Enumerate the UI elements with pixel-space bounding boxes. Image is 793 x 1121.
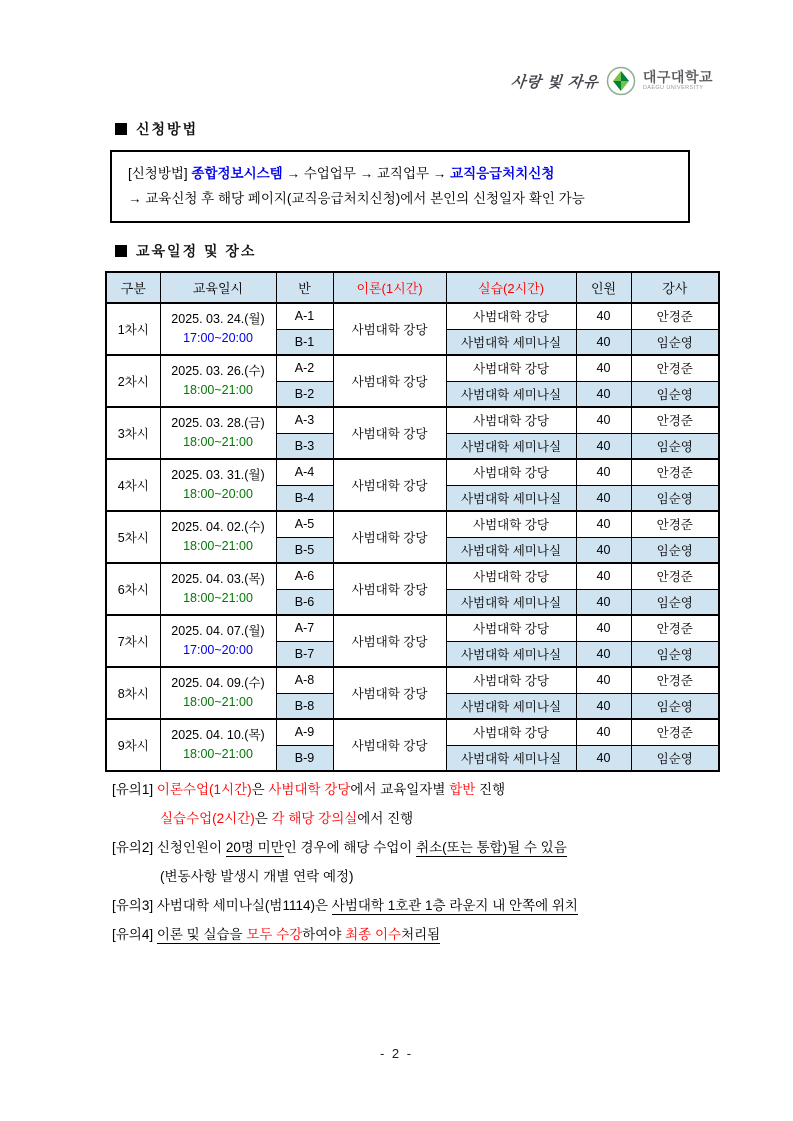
theory-location-cell: 사범대학 강당 [333, 459, 446, 511]
university-name [643, 70, 713, 92]
practice-a-location-cell: 사범대학 강당 [446, 407, 576, 433]
section-heading-schedule [115, 241, 256, 261]
text-segment: 에서 진행 [357, 811, 414, 826]
theory-location-cell: 사범대학 강당 [333, 667, 446, 719]
note-text [157, 775, 505, 804]
practice-a-location-cell: 사범대학 강당 [446, 459, 576, 485]
theory-location-cell: 사범대학 강당 [333, 355, 446, 407]
datetime-cell [160, 719, 276, 771]
instructor-a-cell: 안경준 [631, 667, 719, 693]
class-a-cell: A-8 [276, 667, 333, 693]
class-b-cell: B-1 [276, 329, 333, 355]
datetime-cell [160, 667, 276, 719]
practice-b-location-cell: 사범대학 세미나실 [446, 693, 576, 719]
session-cell: 6차시 [106, 563, 160, 615]
instructor-b-cell: 임순영 [631, 485, 719, 511]
class-a-cell: A-7 [276, 615, 333, 641]
instructor-b-cell: 임순영 [631, 537, 719, 563]
capacity-a-cell: 40 [576, 459, 631, 485]
practice-a-location-cell: 사범대학 강당 [446, 667, 576, 693]
page-number: - 2 - [379, 1046, 414, 1061]
table-row-a [106, 407, 719, 433]
practice-b-location-cell: 사범대학 세미나실 [446, 537, 576, 563]
capacity-a-cell: 40 [576, 303, 631, 329]
text-segment: 종합정보시스템 [191, 166, 283, 181]
capacity-b-cell: 40 [576, 641, 631, 667]
capacity-b-cell: 40 [576, 745, 631, 771]
university-emblem-icon [606, 66, 636, 96]
capacity-b-cell: 40 [576, 537, 631, 563]
practice-b-location-cell: 사범대학 세미나실 [446, 485, 576, 511]
capacity-a-cell: 40 [576, 615, 631, 641]
capacity-a-cell: 40 [576, 407, 631, 433]
note-line [112, 775, 732, 804]
time-text: 18:00~21:00 [183, 695, 253, 709]
text-segment: 합반 [449, 782, 476, 797]
col-header-datetime: 교육일시 [160, 272, 276, 303]
time-text: 18:00~21:00 [183, 539, 253, 553]
instructor-b-cell: 임순영 [631, 745, 719, 771]
instructor-b-cell: 임순영 [631, 329, 719, 355]
text-segment: 하여야 [302, 927, 346, 942]
table-row-a [106, 615, 719, 641]
note-text [157, 920, 440, 949]
text-segment: 모두 수강 [246, 927, 303, 942]
apply-method-confirm: → 교육신청 후 해당 페이지(교직응급처치신청)에서 본인의 신청일자 확인 가능 [128, 191, 585, 206]
session-cell: 8차시 [106, 667, 160, 719]
instructor-a-cell: 안경준 [631, 615, 719, 641]
datetime-cell [160, 511, 276, 563]
datetime-cell [160, 407, 276, 459]
col-header-capacity: 인원 [576, 272, 631, 303]
text-segment: 실습수업(2시간) [160, 811, 255, 826]
instructor-a-cell: 안경준 [631, 407, 719, 433]
theory-location-cell: 사범대학 강당 [333, 563, 446, 615]
datetime-cell [160, 303, 276, 355]
date-text: 2025. 04. 03.(목) [171, 571, 265, 586]
capacity-a-cell: 40 [576, 511, 631, 537]
note-text [160, 804, 413, 833]
notes-section [112, 775, 732, 949]
class-a-cell: A-4 [276, 459, 333, 485]
note-line [112, 920, 732, 949]
instructor-b-cell: 임순영 [631, 433, 719, 459]
practice-b-location-cell: 사범대학 세미나실 [446, 745, 576, 771]
note-text [160, 862, 354, 891]
apply-method-box [110, 150, 690, 223]
class-b-cell: B-4 [276, 485, 333, 511]
col-header-class: 반 [276, 272, 333, 303]
date-text: 2025. 03. 31.(월) [171, 467, 265, 482]
table-row-a [106, 511, 719, 537]
text-segment: 인 경우에 해당 수업이 [283, 840, 417, 855]
class-b-cell: B-6 [276, 589, 333, 615]
capacity-a-cell: 40 [576, 563, 631, 589]
class-b-cell: B-3 [276, 433, 333, 459]
time-text: 18:00~21:00 [183, 435, 253, 449]
session-cell: 1차시 [106, 303, 160, 355]
datetime-cell [160, 563, 276, 615]
class-b-cell: B-2 [276, 381, 333, 407]
session-cell: 2차시 [106, 355, 160, 407]
university-logo [511, 66, 713, 96]
class-b-cell: B-7 [276, 641, 333, 667]
time-text: 18:00~21:00 [183, 747, 253, 761]
table-row-a [106, 459, 719, 485]
practice-a-location-cell: 사범대학 강당 [446, 719, 576, 745]
text-segment: 최종 이수 [345, 927, 402, 942]
table-row-a [106, 563, 719, 589]
section-title: 교육일정 및 장소 [136, 243, 257, 259]
capacity-a-cell: 40 [576, 719, 631, 745]
text-segment: 진행 [475, 782, 506, 797]
table-row-a [106, 355, 719, 381]
practice-a-location-cell: 사범대학 강당 [446, 511, 576, 537]
text-segment: 은 [254, 811, 272, 826]
instructor-b-cell: 임순영 [631, 693, 719, 719]
date-text: 2025. 03. 28.(금) [171, 415, 265, 430]
schedule-table-head [106, 272, 719, 303]
theory-location-cell: 사범대학 강당 [333, 615, 446, 667]
capacity-b-cell: 40 [576, 433, 631, 459]
schedule-header-row [106, 272, 719, 303]
instructor-a-cell: 안경준 [631, 459, 719, 485]
col-header-practice: 실습(2시간) [446, 272, 576, 303]
text-segment: 이론수업(1시간) [156, 782, 252, 797]
instructor-a-cell: 안경준 [631, 303, 719, 329]
square-bullet-icon [115, 123, 127, 135]
note-label: [유의2] [112, 840, 157, 855]
note-text [157, 891, 578, 920]
text-segment: → 수업업무 → 교직업무 → [282, 166, 451, 181]
table-row-a [106, 667, 719, 693]
time-text: 18:00~20:00 [183, 487, 253, 501]
text-segment: 사범대학 강당 [268, 782, 351, 797]
class-b-cell: B-8 [276, 693, 333, 719]
class-a-cell: A-1 [276, 303, 333, 329]
theory-location-cell: 사범대학 강당 [333, 303, 446, 355]
instructor-a-cell: 안경준 [631, 563, 719, 589]
col-header-session: 구분 [106, 272, 160, 303]
col-header-theory: 이론(1시간) [333, 272, 446, 303]
datetime-cell [160, 615, 276, 667]
text-segment: 각 해당 강의실 [271, 811, 358, 826]
university-name-en: DAEGU UNIVERSITY [642, 85, 704, 92]
note-line [112, 891, 732, 920]
capacity-b-cell: 40 [576, 381, 631, 407]
session-cell: 4차시 [106, 459, 160, 511]
practice-a-location-cell: 사범대학 강당 [446, 355, 576, 381]
university-name-kr: 대구대학교 [642, 69, 713, 86]
session-cell: 9차시 [106, 719, 160, 771]
text-segment: 이론 및 실습을 [156, 927, 247, 942]
instructor-b-cell: 임순영 [631, 381, 719, 407]
time-text: 18:00~21:00 [183, 591, 253, 605]
capacity-b-cell: 40 [576, 485, 631, 511]
text-segment: 은 [251, 782, 269, 797]
text-segment: [신청방법] [128, 166, 192, 181]
practice-a-location-cell: 사범대학 강당 [446, 563, 576, 589]
note-line [112, 862, 732, 891]
note-label: [유의4] [112, 927, 157, 942]
class-a-cell: A-5 [276, 511, 333, 537]
schedule-table-body [106, 303, 719, 771]
instructor-a-cell: 안경준 [631, 719, 719, 745]
schedule-table [105, 271, 720, 772]
theory-location-cell: 사범대학 강당 [333, 511, 446, 563]
section-heading-apply-method [115, 119, 198, 139]
time-text: 17:00~20:00 [183, 643, 253, 657]
date-text: 2025. 03. 26.(수) [171, 363, 265, 378]
capacity-b-cell: 40 [576, 329, 631, 355]
note-line [112, 833, 732, 862]
instructor-b-cell: 임순영 [631, 589, 719, 615]
date-text: 2025. 04. 10.(목) [171, 727, 265, 742]
instructor-b-cell: 임순영 [631, 641, 719, 667]
note-label: [유의1] [112, 782, 157, 797]
class-a-cell: A-3 [276, 407, 333, 433]
time-text: 18:00~21:00 [183, 383, 253, 397]
section-title: 신청방법 [136, 121, 199, 137]
text-segment: 사범대학 1호관 1층 라운지 내 안쪽에 위치 [331, 898, 578, 913]
capacity-b-cell: 40 [576, 589, 631, 615]
text-segment: 에서 교육일자별 [350, 782, 450, 797]
capacity-a-cell: 40 [576, 667, 631, 693]
date-text: 2025. 03. 24.(월) [171, 311, 265, 326]
table-row-a [106, 719, 719, 745]
practice-b-location-cell: 사범대학 세미나실 [446, 433, 576, 459]
practice-a-location-cell: 사범대학 강당 [446, 303, 576, 329]
date-text: 2025. 04. 07.(월) [171, 623, 265, 638]
date-text: 2025. 04. 09.(수) [171, 675, 265, 690]
class-a-cell: A-9 [276, 719, 333, 745]
text-segment: 처리됨 [401, 927, 441, 942]
practice-b-location-cell: 사범대학 세미나실 [446, 329, 576, 355]
instructor-a-cell: 안경준 [631, 511, 719, 537]
class-b-cell: B-9 [276, 745, 333, 771]
practice-b-location-cell: 사범대학 세미나실 [446, 381, 576, 407]
note-line [112, 804, 732, 833]
table-row-a [106, 303, 719, 329]
col-header-instructor: 강사 [631, 272, 719, 303]
apply-method-path [128, 161, 672, 186]
session-cell: 7차시 [106, 615, 160, 667]
class-b-cell: B-5 [276, 537, 333, 563]
practice-a-location-cell: 사범대학 강당 [446, 615, 576, 641]
text-segment: 사범대학 세미나실(범1114)은 [156, 898, 332, 913]
datetime-cell [160, 459, 276, 511]
capacity-a-cell: 40 [576, 355, 631, 381]
practice-b-location-cell: 사범대학 세미나실 [446, 589, 576, 615]
note-label: [유의3] [112, 898, 157, 913]
practice-b-location-cell: 사범대학 세미나실 [446, 641, 576, 667]
theory-location-cell: 사범대학 강당 [333, 407, 446, 459]
class-a-cell: A-2 [276, 355, 333, 381]
session-cell: 5차시 [106, 511, 160, 563]
university-motto: 사랑 빛 자유 [510, 73, 600, 91]
note-text [157, 833, 567, 862]
instructor-a-cell: 안경준 [631, 355, 719, 381]
class-a-cell: A-6 [276, 563, 333, 589]
datetime-cell [160, 355, 276, 407]
text-segment: 신청인원이 [156, 840, 226, 855]
theory-location-cell: 사범대학 강당 [333, 719, 446, 771]
text-segment: 교직응급처치신청 [450, 166, 555, 181]
session-cell: 3차시 [106, 407, 160, 459]
text-segment: 20명 미만 [225, 840, 284, 855]
time-text: 17:00~20:00 [183, 331, 253, 345]
date-text: 2025. 04. 02.(수) [171, 519, 265, 534]
text-segment: 취소(또는 통합)될 수 있음 [416, 840, 567, 855]
capacity-b-cell: 40 [576, 693, 631, 719]
square-bullet-icon [115, 245, 127, 257]
text-segment: (변동사항 발생시 개별 연락 예정) [160, 869, 354, 884]
